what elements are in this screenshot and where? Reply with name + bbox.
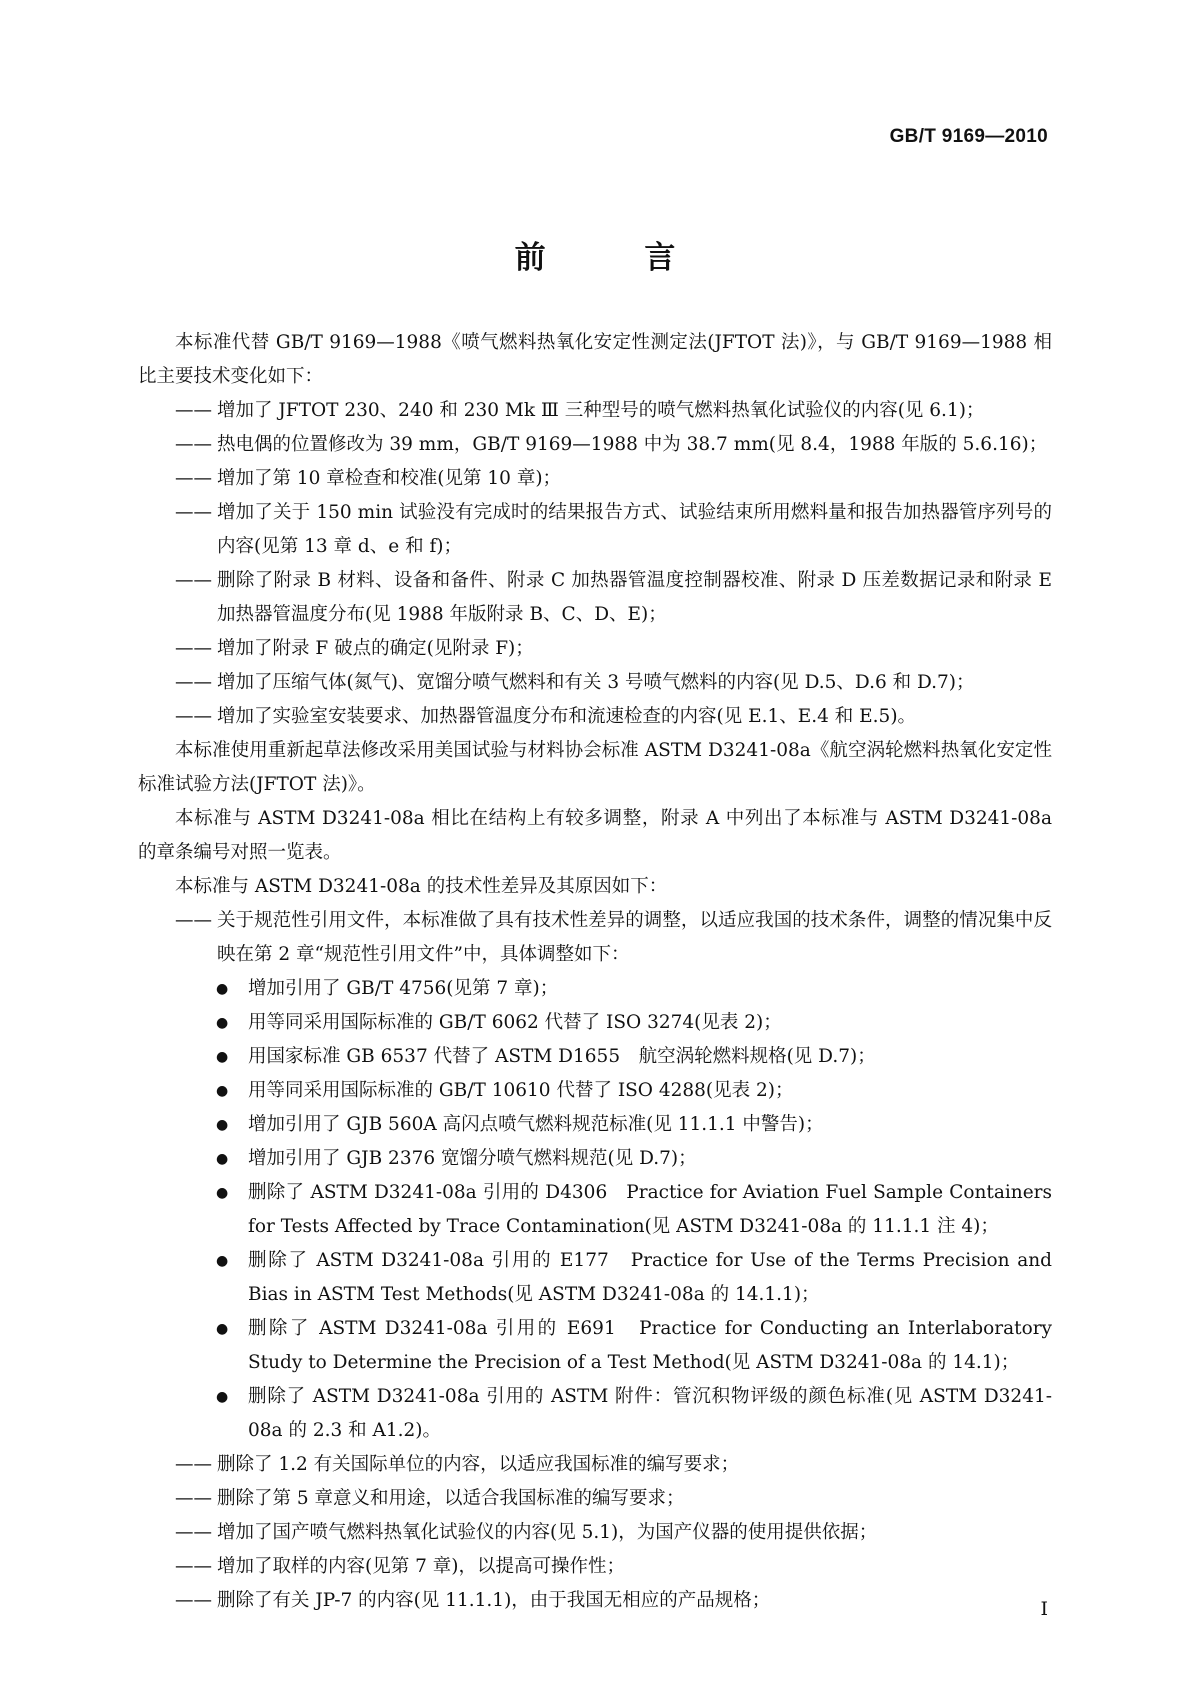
bullet-icon: ● <box>216 1389 229 1405</box>
difference-item <box>138 1550 1052 1584</box>
dash-mark: —— <box>175 638 212 659</box>
bullet-icon: ● <box>216 1321 229 1337</box>
bullet-item <box>138 1142 1052 1176</box>
difference-item <box>138 1482 1052 1516</box>
dash-mark: —— <box>175 400 212 421</box>
dash-mark: —— <box>175 910 212 931</box>
bullet-text: 删除了 ASTM D3241-08a 引用的 ASTM 附件：管沉积物评级的颜色标准(见 ASTM D3241-08a 的 2.3 和 A1.2)。 <box>248 1386 1052 1441</box>
bullet-item <box>138 1006 1052 1040</box>
bullet-item <box>138 1074 1052 1108</box>
bullet-item <box>138 972 1052 1006</box>
intro-paragraph: 本标准代替 GB/T 9169—1988《喷气燃料热氧化安定性测定法(JFTOT 法)》，与 GB/T 9169—1988 相比主要技术变化如下： <box>138 332 1052 387</box>
difference-text: 增加了国产喷气燃料热氧化试验仪的内容(见 5.1)，为国产仪器的使用提供依据； <box>217 1522 878 1543</box>
difference-text: 删除了有关 JP-7 的内容(见 11.1.1)，由于我国无相应的产品规格； <box>217 1590 771 1611</box>
change-text: 删除了附录 B 材料、设备和备件、附录 C 加热器管温度控制器校准、附录 D 压差数据记录和附录 E 加热器管温度分布(见 1988 年版附录 B、C、D、E)； <box>217 570 1052 625</box>
dash-mark: —— <box>175 1488 212 1509</box>
change-item <box>138 428 1052 462</box>
bullet-item <box>138 1244 1052 1312</box>
bullet-icon: ● <box>216 981 229 997</box>
bullet-text: 删除了 ASTM D3241-08a 引用的 E691 Practice for Conducting an Interlaboratory Study to Determine the Precision of a Test Method(见 ASTM D3241-08a 的 14.1)； <box>248 1318 1052 1373</box>
document-code: GB/T 9169—2010 <box>889 126 1048 147</box>
dash-mark: —— <box>175 1556 212 1577</box>
bullet-icon: ● <box>216 1083 229 1099</box>
dash-mark: —— <box>175 1454 212 1475</box>
dash-mark: —— <box>175 468 212 489</box>
dash-mark: —— <box>175 672 212 693</box>
bullet-item <box>138 1312 1052 1380</box>
differences-paragraph: 本标准与 ASTM D3241-08a 的技术性差异及其原因如下： <box>175 876 668 897</box>
change-text: 增加了 JFTOT 230、240 和 230 Mk Ⅲ 三种型号的喷气燃料热氧化试验仪的内容(见 6.1)； <box>217 400 985 421</box>
bullet-text: 增加引用了 GB/T 4756(见第 7 章)； <box>248 978 559 999</box>
foreword-body <box>138 326 1052 1618</box>
dash-mark: —— <box>175 502 212 523</box>
bullet-text: 增加引用了 GJB 2376 宽馏分喷气燃料规范(见 D.7)； <box>248 1148 697 1169</box>
bullet-item <box>138 1040 1052 1074</box>
dash-mark: —— <box>175 1522 212 1543</box>
difference-text: 关于规范性引用文件，本标准做了具有技术性差异的调整，以适应我国的技术条件，调整的情况集中反映在第 2 章“规范性引用文件”中，具体调整如下： <box>217 910 1052 965</box>
adoption-paragraph: 本标准使用重新起草法修改采用美国试验与材料协会标准 ASTM D3241-08a《航空涡轮燃料热氧化安定性标准试验方法(JFTOT 法)》。 <box>138 740 1052 795</box>
change-item <box>138 394 1052 428</box>
change-item <box>138 632 1052 666</box>
bullet-text: 用国家标准 GB 6537 代替了 ASTM D1655 航空涡轮燃料规格(见 D.7)； <box>248 1046 876 1067</box>
bullet-text: 用等同采用国际标准的 GB/T 10610 代替了 ISO 4288(见表 2)； <box>248 1080 794 1101</box>
dash-mark: —— <box>175 706 212 727</box>
difference-text: 删除了第 5 章意义和用途，以适合我国标准的编写要求； <box>217 1488 685 1509</box>
difference-item <box>138 1448 1052 1482</box>
change-item <box>138 700 1052 734</box>
page-number: I <box>1040 1598 1048 1620</box>
bullet-text: 增加引用了 GJB 560A 高闪点喷气燃料规范标准(见 11.1.1 中警告)； <box>248 1114 824 1135</box>
bullet-icon: ● <box>216 1185 229 1201</box>
bullet-text: 用等同采用国际标准的 GB/T 6062 代替了 ISO 3274(见表 2)； <box>248 1012 782 1033</box>
change-text: 增加了关于 150 min 试验没有完成时的结果报告方式、试验结束所用燃料量和报告加热器管序列号的内容(见第 13 章 d、e 和 f)； <box>217 502 1052 557</box>
change-text: 增加了实验室安装要求、加热器管温度分布和流速检查的内容(见 E.1、E.4 和 E.5)。 <box>217 706 917 727</box>
change-item <box>138 666 1052 700</box>
bullet-icon: ● <box>216 1049 229 1065</box>
bullet-text: 删除了 ASTM D3241-08a 引用的 D4306 Practice for Aviation Fuel Sample Containers for Tests Affected by Trace Contamination(见 ASTM D3241-08a 的 11.1.1 注 4)； <box>248 1182 1052 1237</box>
change-text: 增加了第 10 章检查和校准(见第 10 章)； <box>217 468 562 489</box>
difference-item <box>138 904 1052 972</box>
bullet-text: 删除了 ASTM D3241-08a 引用的 E177 Practice for Use of the Terms Precision and Bias in ASTM Test Methods(见 ASTM D3241-08a 的 14.1.1)； <box>248 1250 1052 1305</box>
difference-text: 增加了取样的内容(见第 7 章)，以提高可操作性； <box>217 1556 625 1577</box>
structure-paragraph: 本标准与 ASTM D3241-08a 相比在结构上有较多调整，附录 A 中列出了本标准与 ASTM D3241-08a 的章条编号对照一览表。 <box>138 808 1052 863</box>
bullet-item <box>138 1380 1052 1448</box>
bullet-icon: ● <box>216 1253 229 1269</box>
difference-item <box>138 1516 1052 1550</box>
bullet-item <box>138 1176 1052 1244</box>
change-item <box>138 564 1052 632</box>
bullet-icon: ● <box>216 1015 229 1031</box>
difference-item <box>138 1584 1052 1618</box>
bullet-icon: ● <box>216 1117 229 1133</box>
dash-mark: —— <box>175 434 212 455</box>
difference-text: 删除了 1.2 有关国际单位的内容，以适应我国标准的编写要求； <box>217 1454 740 1475</box>
change-text: 热电偶的位置修改为 39 mm，GB/T 9169—1988 中为 38.7 mm(见 8.4，1988 年版的 5.6.16)； <box>217 434 1048 455</box>
dash-mark: —— <box>175 1590 212 1611</box>
dash-mark: —— <box>175 570 212 591</box>
change-text: 增加了压缩气体(氮气)、宽馏分喷气燃料和有关 3 号喷气燃料的内容(见 D.5、D.6 和 D.7)； <box>217 672 975 693</box>
page-title: 前 言 <box>514 240 720 276</box>
change-item <box>138 462 1052 496</box>
change-item <box>138 496 1052 564</box>
bullet-icon: ● <box>216 1151 229 1167</box>
bullet-item <box>138 1108 1052 1142</box>
change-text: 增加了附录 F 破点的确定(见附录 F)； <box>217 638 534 659</box>
